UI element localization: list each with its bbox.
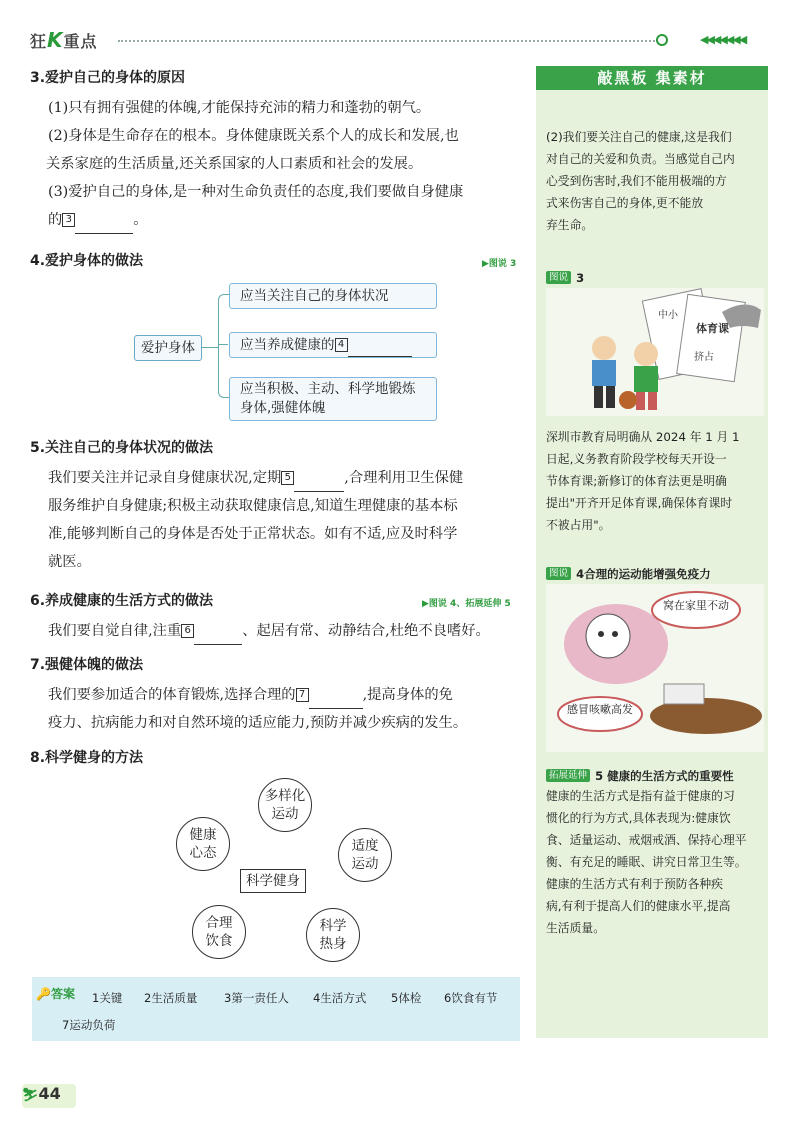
center-label: 科学健身 xyxy=(240,869,306,893)
fig4-bubble-1: 窝在家里不动 xyxy=(663,599,729,612)
s5-line-4: 就医。 xyxy=(48,554,91,570)
svg-text:中小: 中小 xyxy=(658,310,678,321)
s3-p1: (1)只有拥有强健的体魄,才能保持充沛的精力和蓬勃的朝气。 xyxy=(48,100,431,116)
ext-line-6: 病,有利于提高人们的健康水平,提高 xyxy=(546,899,731,913)
circle-top-line1: 多样化 xyxy=(264,788,306,804)
answer-item-7: 7运动负荷 xyxy=(62,1018,116,1032)
blank-number-5: 5 xyxy=(281,471,294,485)
section-5-title: 5.关注自己的身体状况的做法 xyxy=(30,440,214,456)
mindmap-bracket-mid xyxy=(218,344,228,345)
fig3-line-5: 不被占用"。 xyxy=(546,518,611,532)
s3-p3-end: 。 xyxy=(133,212,148,228)
answer-item-2: 2生活质量 xyxy=(144,991,198,1005)
s3-p2a: (2)身体是生命存在的根本。身体健康既关系个人的成长和发展,也 xyxy=(48,128,459,144)
ext-heading xyxy=(546,765,734,784)
circle-right-line2: 运动 xyxy=(351,856,379,872)
intro-line-5: 弃生命。 xyxy=(546,218,594,232)
circle-bl-line2: 饮食 xyxy=(205,933,233,949)
section-3-title: 3.爱护自己的身体的原因 xyxy=(30,70,186,86)
intro-line-2: 对自己的关爱和负责。当感觉自己内 xyxy=(546,152,735,166)
s6-line-1 xyxy=(48,617,528,645)
section-7-body xyxy=(48,681,528,737)
page-number xyxy=(22,1084,76,1108)
blank-number-6: 6 xyxy=(181,624,194,638)
fig3-tag: 图说 xyxy=(546,271,571,284)
s5-line-2: 服务维护自身健康;积极主动获取健康信息,知道生理健康的基本标 xyxy=(48,498,458,514)
circle-top-line2: 运动 xyxy=(271,806,299,822)
circle-moderate-exercise xyxy=(338,828,392,882)
fig4-bubble-2: 感冒咳嗽高发 xyxy=(567,703,633,716)
mindmap-root: 爱护身体 xyxy=(134,335,202,361)
circle-healthy-mindset xyxy=(176,817,230,871)
brand-suffix: 重点 xyxy=(63,32,98,51)
ext-line-5: 健康的生活方式有利于预防各种疾 xyxy=(546,877,723,891)
fig3-illustration xyxy=(546,288,764,416)
s6-l1b: 、起居有常、动静结合,杜绝不良嗜好。 xyxy=(242,623,490,639)
circle-br-line2: 热身 xyxy=(319,936,347,952)
s5-l1b: ,合理利用卫生保健 xyxy=(344,470,464,486)
mindmap-branch-1: 应当关注自己的身体状况 xyxy=(229,283,437,309)
answer-item-3: 3第一责任人 xyxy=(224,991,289,1005)
circle-right-line1: 适度 xyxy=(351,838,379,854)
circle-left-line2: 心态 xyxy=(189,845,217,861)
mindmap-connector xyxy=(202,347,218,348)
section-6-body xyxy=(48,617,528,645)
s7-line-2: 疫力、抗病能力和对自然环境的适应能力,预防并减少疾病的发生。 xyxy=(48,715,468,731)
answer-label-text: 答案 xyxy=(50,987,75,1001)
fig3-caption xyxy=(546,426,766,536)
fig3-heading xyxy=(546,267,584,286)
fig3-line-2: 日起,义务教育阶段学校每天开设一 xyxy=(546,452,727,466)
blank-7[interactable] xyxy=(309,694,363,709)
blank-6[interactable] xyxy=(194,630,242,645)
blank-4[interactable] xyxy=(348,342,412,357)
sidebar-intro xyxy=(546,126,766,236)
section-4-ref[interactable]: ▶图说 3 xyxy=(482,259,517,269)
s5-l1a: 我们要关注并记录自身健康状况,定期 xyxy=(48,470,282,486)
answer-item-5: 5体检 xyxy=(391,991,422,1005)
s6-l1a: 我们要自觉自律,注重 xyxy=(48,623,182,639)
svg-text:挤占: 挤占 xyxy=(694,352,714,363)
page-number-text: 44 xyxy=(38,1084,61,1103)
blank-number-7: 7 xyxy=(296,688,309,702)
fig3-line-1: 深圳市教育局明确从 2024 年 1 月 1 xyxy=(546,430,740,444)
branch-3-line-2: 身体,强健体魄 xyxy=(240,400,326,416)
fig4-heading xyxy=(546,563,711,582)
ext-title: 5 健康的生活方式的重要性 xyxy=(595,769,734,783)
s3-p3a: (3)爱护自己的身体,是一种对生命负责任的态度,我们要做自身健康 xyxy=(48,184,464,200)
s3-p3b-text: 的 xyxy=(48,212,63,228)
blank-5[interactable] xyxy=(294,477,344,492)
ext-line-7: 生活质量。 xyxy=(546,921,605,935)
svg-text:体育课: 体育课 xyxy=(696,322,729,335)
branch-3-line-1: 应当积极、主动、科学地锻炼 xyxy=(240,381,416,397)
fig4-tag: 图说 xyxy=(546,567,571,580)
brand-k: K xyxy=(47,28,64,52)
circle-scientific-warmup xyxy=(306,908,360,962)
page-number-icon: ⛷ xyxy=(22,1088,39,1103)
answer-label: 🔑答案 xyxy=(36,987,75,1001)
brand-logo xyxy=(30,28,98,52)
s5-line-1 xyxy=(48,464,528,492)
ext-line-2: 惯化的行为方式,具体表现为:健康饮 xyxy=(546,811,731,825)
circle-diverse-exercise xyxy=(258,778,312,832)
intro-line-4: 式来伤害自己的身体,更不能放 xyxy=(546,196,704,210)
fig3-num: 3 xyxy=(576,271,585,285)
header-arrows-icon: ◀◀◀◀◀◀◀ xyxy=(700,33,746,46)
answer-item-6: 6饮食有节 xyxy=(444,991,498,1005)
answer-item-1: 1关键 xyxy=(92,991,123,1005)
section-4-title: 4.爱护身体的做法 xyxy=(30,253,144,269)
mindmap-branch-2 xyxy=(229,332,437,358)
section-3-body xyxy=(48,94,528,234)
fig3-line-3: 节体育课;新修订的体育法更是明确 xyxy=(546,474,727,488)
blank-3[interactable] xyxy=(75,219,133,234)
mindmap-bracket xyxy=(218,294,229,398)
s3-p2b: 关系家庭的生活质量,还关系国家的人口素质和社会的发展。 xyxy=(46,156,423,172)
s7-l1a: 我们要参加适合的体育锻炼,选择合理的 xyxy=(48,687,296,703)
ext-tag: 拓展延伸 xyxy=(546,769,590,782)
blank-number-3: 3 xyxy=(62,213,75,227)
ext-line-3: 食、适量运动、戒烟戒酒、保持心理平 xyxy=(546,833,747,847)
s3-p3b xyxy=(48,206,528,234)
ext-line-1: 健康的生活方式是指有益于健康的习 xyxy=(546,789,735,803)
header-dot-icon xyxy=(656,34,668,46)
ext-body xyxy=(546,785,766,939)
fig4-title: 4合理的运动能增强免疫力 xyxy=(576,567,711,581)
fig3-line-4: 提出"开齐开足体育课,确保体育课时 xyxy=(546,496,733,510)
ext-line-4: 衡、有充足的睡眠、讲究日常卫生等。 xyxy=(546,855,747,869)
circle-reasonable-diet xyxy=(192,905,246,959)
intro-line-1: (2)我们要关注自己的健康,这是我们 xyxy=(546,130,732,144)
section-6-title: 6.养成健康的生活方式的做法 xyxy=(30,593,214,609)
circle-br-line1: 科学 xyxy=(319,918,347,934)
answer-item-4: 4生活方式 xyxy=(313,991,367,1005)
section-5-body xyxy=(48,464,528,576)
mindmap-branch-3 xyxy=(229,377,437,421)
intro-line-3: 心受到伤害时,我们不能用极端的方 xyxy=(546,174,727,188)
s7-line-1 xyxy=(48,681,528,709)
circle-bl-line1: 合理 xyxy=(205,915,233,931)
circle-left-line1: 健康 xyxy=(189,827,217,843)
sidebar-title: 敲黑板 集素材 xyxy=(536,66,768,90)
section-8-title: 8.科学健身的方法 xyxy=(30,750,144,766)
s5-line-3: 准,能够判断自己的身体是否处于正常状态。如有不适,应及时科学 xyxy=(48,526,458,542)
branch-2-text: 应当养成健康的 xyxy=(240,337,335,353)
section-7-title: 7.强健体魄的做法 xyxy=(30,657,144,673)
section-6-ref[interactable]: ▶图说 4、拓展延伸 5 xyxy=(422,599,511,609)
header-divider xyxy=(118,40,658,42)
s7-l1b: ,提高身体的免 xyxy=(362,687,453,703)
blank-number-4: 4 xyxy=(335,338,348,352)
brand-prefix: 狂 xyxy=(30,32,48,51)
